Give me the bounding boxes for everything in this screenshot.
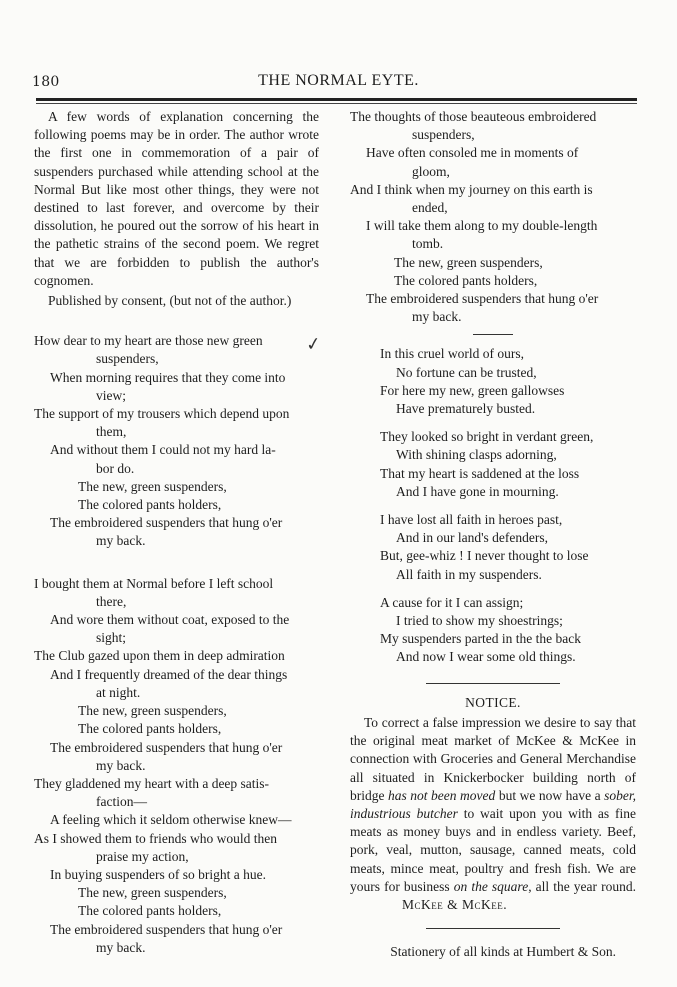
- verse-line: They looked so bright in verdant green,: [380, 429, 594, 445]
- verse-line: I tried to show my shoestrings;: [396, 613, 563, 629]
- verse-line: suspenders,: [96, 351, 159, 367]
- verse-line: For here my new, green gallowses: [380, 382, 565, 398]
- verse-line: there,: [96, 593, 127, 609]
- notice-text: , all the year round.: [528, 878, 636, 894]
- notice-title: NOTICE.: [465, 694, 521, 710]
- notice-emphasis: has not been moved: [388, 787, 496, 803]
- poem-one-final-stanza: [350, 108, 636, 326]
- verse-line: I will take them along to my double-length: [366, 218, 598, 234]
- verse-line: A cause for it I can assign;: [380, 594, 524, 610]
- verse-line: The colored pants holders,: [78, 903, 222, 919]
- verse-line: The Club gazed upon them in deep admiration: [34, 648, 285, 664]
- verse-line: The support of my trousers which depend upon: [34, 406, 290, 422]
- verse-line: I bought them at Normal before I left school: [34, 575, 274, 591]
- verse-line: I have lost all faith in heroes past,: [380, 512, 563, 528]
- verse-line: Have often consoled me in moments of: [366, 145, 579, 161]
- stanza: [380, 594, 636, 667]
- stanza: [380, 511, 636, 584]
- verse-line: The new, green suspenders,: [394, 254, 543, 270]
- verse-line: The colored pants holders,: [78, 721, 222, 737]
- verse-line: All faith in my suspenders.: [396, 566, 542, 582]
- left-column: [34, 108, 319, 957]
- verse-line: But, gee-whiz ! I never thought to lose: [380, 548, 589, 564]
- verse-line: The new, green suspenders,: [78, 885, 227, 901]
- divider-rule: [426, 928, 560, 929]
- verse-line: And I have gone in mourning.: [396, 483, 559, 499]
- verse-line: The embroidered suspenders that hung o'er: [50, 921, 283, 937]
- verse-line: my back.: [412, 309, 462, 325]
- verse-line: In buying suspenders of so bright a hue.: [50, 866, 266, 882]
- consent-paragraph: Published by consent, (but not of the author.): [48, 293, 292, 309]
- running-title: THE NORMAL EYTE.: [258, 72, 419, 89]
- poem-two-stanzas: [350, 345, 636, 666]
- verse-line: The thoughts of those beauteous embroidered: [350, 109, 597, 124]
- verse-line: With shining clasps adorning,: [396, 447, 557, 463]
- verse-line: No fortune can be trusted,: [396, 364, 537, 380]
- stanza: [34, 575, 319, 775]
- header-rule-thick: [36, 98, 637, 101]
- stanza: [34, 332, 319, 550]
- poem-one-stanzas: [34, 332, 319, 957]
- notice-text: but we now have a: [495, 787, 605, 803]
- verse-line: bor do.: [96, 460, 135, 476]
- verse-line: at night.: [96, 684, 141, 700]
- notice-body: [350, 714, 636, 914]
- verse-line: The new, green suspenders,: [78, 478, 227, 494]
- verse-line: The colored pants holders,: [394, 272, 538, 288]
- page-number: 180: [32, 74, 60, 90]
- verse-line: A feeling which it seldom otherwise knew—: [50, 812, 292, 828]
- verse-line: my back.: [96, 757, 146, 773]
- verse-line: The embroidered suspenders that hung o'er: [366, 291, 599, 307]
- stanza: [380, 428, 636, 501]
- verse-line: My suspenders parted in the the back: [380, 631, 581, 647]
- verse-line: They gladdened my heart with a deep satis-: [34, 775, 270, 791]
- notice-emphasis: on the square: [453, 878, 529, 894]
- stanza: [350, 108, 636, 326]
- verse-line: The colored pants holders,: [78, 497, 222, 513]
- verse-line: faction—: [96, 794, 147, 810]
- verse-line: tomb.: [412, 236, 444, 252]
- verse-line: my back.: [96, 533, 146, 549]
- verse-line: ended,: [412, 200, 448, 216]
- verse-line: suspenders,: [412, 127, 475, 143]
- notice-emphasis: sober, industrious butcher: [350, 787, 636, 821]
- verse-line: And wore them without coat, exposed to the: [50, 612, 290, 628]
- divider-rule: [426, 683, 560, 684]
- stationery-advertisement: Stationery of all kinds at Humbert & Son.: [390, 944, 616, 960]
- stanza: [380, 345, 636, 418]
- right-column: [350, 108, 636, 961]
- verse-line: How dear to my heart are those new green: [34, 333, 263, 349]
- verse-line: view;: [96, 387, 126, 403]
- notice-signature: McKee & McKee.: [402, 896, 508, 912]
- verse-line: And now I wear some old things.: [396, 649, 576, 665]
- intro-paragraph: A few words of explanation concerning the following poems may be in order. The author wrote the first one in commemoration of a pair of suspenders purchased while attending school at the Normal But like most other things, they were not destined to last forever, and overcome by their dissolution, he poured out the sorrow of his heart in the pathetic strains of the second poem. We regret that we are forbidden to publish the author's cognomen.: [34, 109, 319, 288]
- verse-line: The embroidered suspenders that hung o'er: [50, 515, 283, 531]
- verse-line: Have prematurely busted.: [396, 401, 536, 417]
- verse-line: And without them I could not my hard la-: [50, 442, 276, 458]
- verse-line: And I frequently dreamed of the dear things: [50, 666, 288, 682]
- verse-line: The new, green suspenders,: [78, 703, 227, 719]
- verse-line: When morning requires that they come into: [50, 369, 286, 385]
- verse-line: In this cruel world of ours,: [380, 346, 524, 362]
- notice-text: To correct a false impression we desire to say that the original meat market of McKee & McKee in connection with Groceries and General Merchandise all situated in Knickerbocker building north of bridge: [350, 714, 636, 803]
- divider-rule: [473, 334, 513, 335]
- notice-text: to wait upon you with as fine meats as money buys and in endless variety. Beef, pork, veal, mutton, sausage, canned meats, cold meats, mince meat, poultry and fresh fish. We are yours for business: [350, 805, 636, 894]
- check-mark-icon: ✓: [304, 333, 323, 356]
- verse-line: them,: [96, 424, 127, 440]
- verse-line: As I showed them to friends who would then: [34, 830, 277, 846]
- verse-line: And I think when my journey on this earth is: [350, 181, 593, 197]
- stanza: [34, 775, 319, 957]
- verse-line: my back.: [96, 939, 146, 955]
- verse-line: And in our land's defenders,: [396, 530, 549, 546]
- verse-line: gloom,: [412, 163, 450, 179]
- verse-line: That my heart is saddened at the loss: [380, 465, 580, 481]
- verse-line: sight;: [96, 630, 127, 646]
- verse-line: The embroidered suspenders that hung o'er: [50, 739, 283, 755]
- header-rule-thin: [36, 103, 637, 104]
- verse-line: praise my action,: [96, 848, 189, 864]
